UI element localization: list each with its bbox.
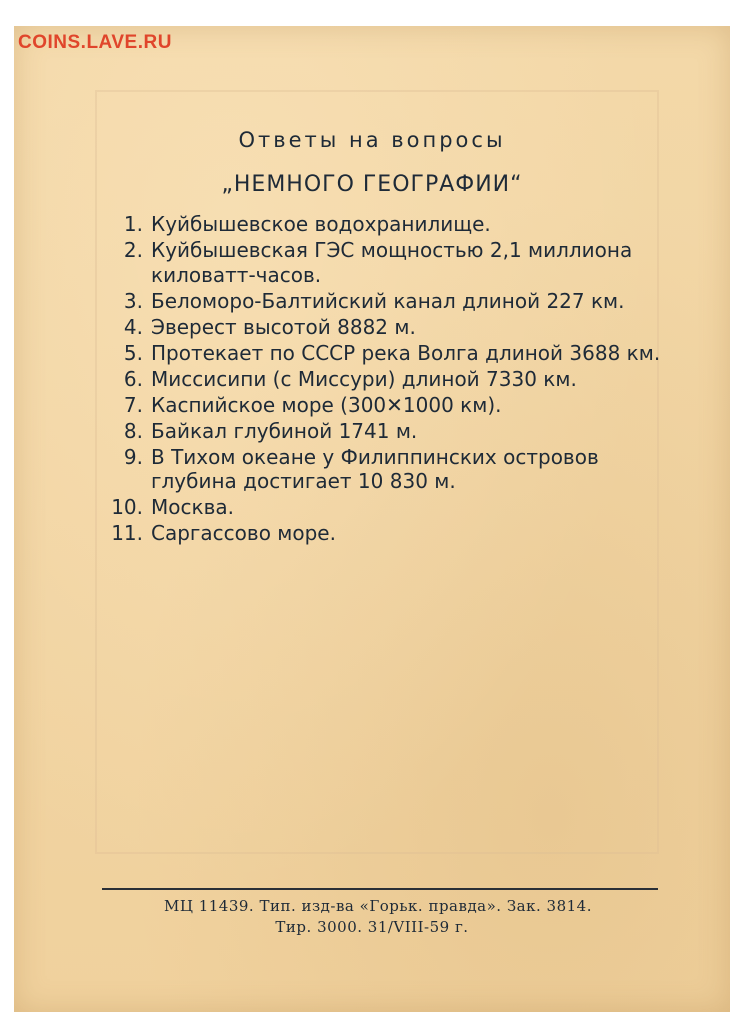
answer-item [105, 289, 665, 314]
answer-text: Протекает по СССР река Волга длиной 3688 км. [151, 340, 661, 365]
answer-item [105, 341, 665, 366]
answer-item [105, 521, 665, 546]
answer-text: Каспийское море (300✕1000 км). [151, 392, 502, 417]
answer-number: 5. [123, 340, 143, 365]
answer-text: Куйбышевская ГЭС мощностью 2,1 миллиона киловатт-часов. [151, 238, 633, 287]
imprint-line-1: МЦ 11439. Тип. изд-ва «Горьк. правда». Зак. 3814. [164, 897, 592, 915]
answer-item [105, 315, 665, 340]
answers-list [105, 212, 665, 547]
answer-item [105, 367, 665, 392]
answer-item [105, 238, 665, 287]
answer-item [105, 445, 665, 494]
answer-text: Москва. [151, 495, 234, 519]
answer-text: Саргассово море. [151, 521, 336, 545]
answer-number: 1. [123, 212, 143, 236]
answer-number: 7. [123, 392, 143, 417]
answer-text: В Тихом океане у Филиппинских островов глубина достигает 10 830 м. [151, 444, 599, 493]
answer-number: 8. [123, 418, 143, 443]
answer-item [105, 212, 665, 237]
answer-text: Миссисипи (с Миссури) длиной 7330 км. [151, 366, 577, 391]
answer-text: Эверест высотой 8882 м. [151, 314, 416, 339]
answer-number: 4. [123, 314, 143, 339]
site-watermark: COINS.LAVE.RU [18, 32, 172, 53]
imprint-divider [102, 888, 658, 890]
answer-number: 2. [123, 238, 143, 262]
answer-text: Беломоро-Балтийский канал длиной 227 км. [151, 288, 625, 313]
page-subtitle: „НЕМНОГО ГЕОГРАФИИ“ [221, 172, 523, 197]
page-title: Ответы на вопросы [238, 128, 506, 152]
answer-number: 11. [111, 521, 143, 545]
answer-text: Байкал глубиной 1741 м. [151, 418, 418, 443]
imprint-line-2: Тир. 3000. 31/VIII-59 г. [275, 918, 469, 936]
answer-number: 3. [123, 288, 143, 313]
answer-item [105, 495, 665, 520]
answer-number: 10. [111, 495, 143, 519]
answer-number: 6. [123, 366, 143, 391]
answer-text: Куйбышевское водохранилище. [151, 212, 491, 236]
answer-item [105, 419, 665, 444]
answer-number: 9. [123, 444, 143, 469]
answer-item [105, 393, 665, 418]
